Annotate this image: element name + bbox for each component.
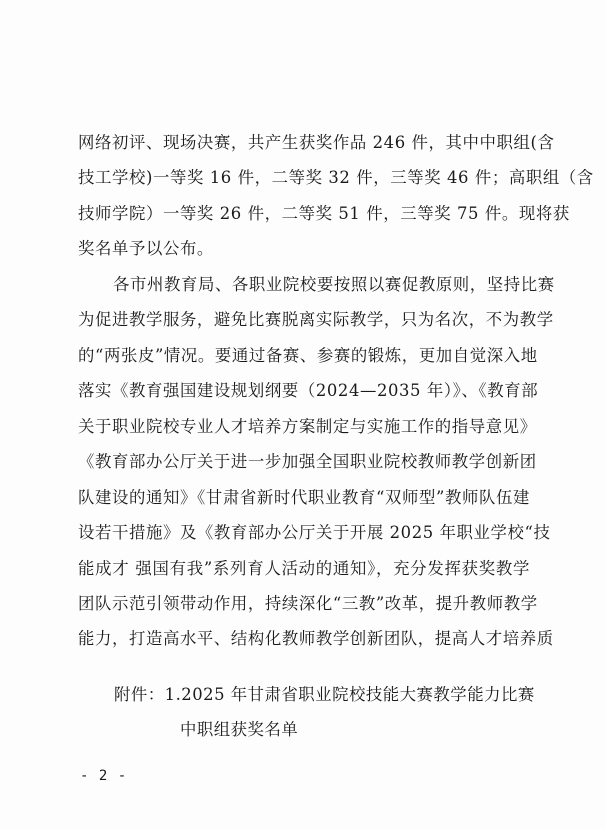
paragraph-line: 技师学院）一等奖 26 件，二等奖 51 件，三等奖 75 件。现将获 bbox=[78, 204, 570, 223]
page-number: - 2 - bbox=[80, 768, 128, 784]
paragraph-line: 各市州教育局、各职业院校要按照以赛促教原则，坚持比赛 bbox=[113, 275, 555, 294]
paragraph-line: 奖名单予以公布。 bbox=[78, 239, 214, 258]
paragraph-line: 团队示范引领带动作用，持续深化“三教”改革，提升教师教学 bbox=[78, 594, 538, 613]
paragraph-line: 网络初评、现场决赛，共产生获奖作品 246 件，其中中职组(含 bbox=[78, 133, 555, 152]
paragraph-line: 设若干措施》及《教育部办公厅关于开展 2025 年职业学校“技 bbox=[78, 523, 551, 542]
paragraph-line: 的“两张皮”情况。要通过备赛、参赛的锻炼，更加自觉深入地 bbox=[78, 346, 538, 365]
paragraph-line: 《教育部办公厅关于进一步加强全国职业院校教师教学创新团 bbox=[78, 452, 537, 471]
paragraph-line: 落实《教育强国建设规划纲要（2024—2035 年）》、《教育部 bbox=[78, 381, 539, 400]
paragraph-line: 能力，打造高水平、结构化教师教学创新团队，提高人才培养质 bbox=[78, 629, 554, 648]
paragraph-line: 队建设的通知》《甘肃省新时代职业教育“双师型”教师队伍建 bbox=[78, 488, 530, 507]
paragraph-line: 关于职业院校专业人才培养方案制定与实施工作的指导意见》 bbox=[78, 417, 537, 436]
attachment-line-1: 附件：1.2025 年甘肃省职业院校技能大赛教学能力比赛 bbox=[114, 685, 535, 704]
attachment-line-2: 中职组获奖名单 bbox=[180, 720, 299, 739]
paragraph-line: 为促进教学服务，避免比赛脱离实际教学，只为名次，不为教学 bbox=[78, 310, 554, 329]
paragraph-line: 能成才 强国有我”系列育人活动的通知》，充分发挥获奖教学 bbox=[78, 559, 530, 578]
paragraph-line: 技工学校)一等奖 16 件，二等奖 32 件，三等奖 46 件；高职组（含 bbox=[78, 168, 594, 187]
